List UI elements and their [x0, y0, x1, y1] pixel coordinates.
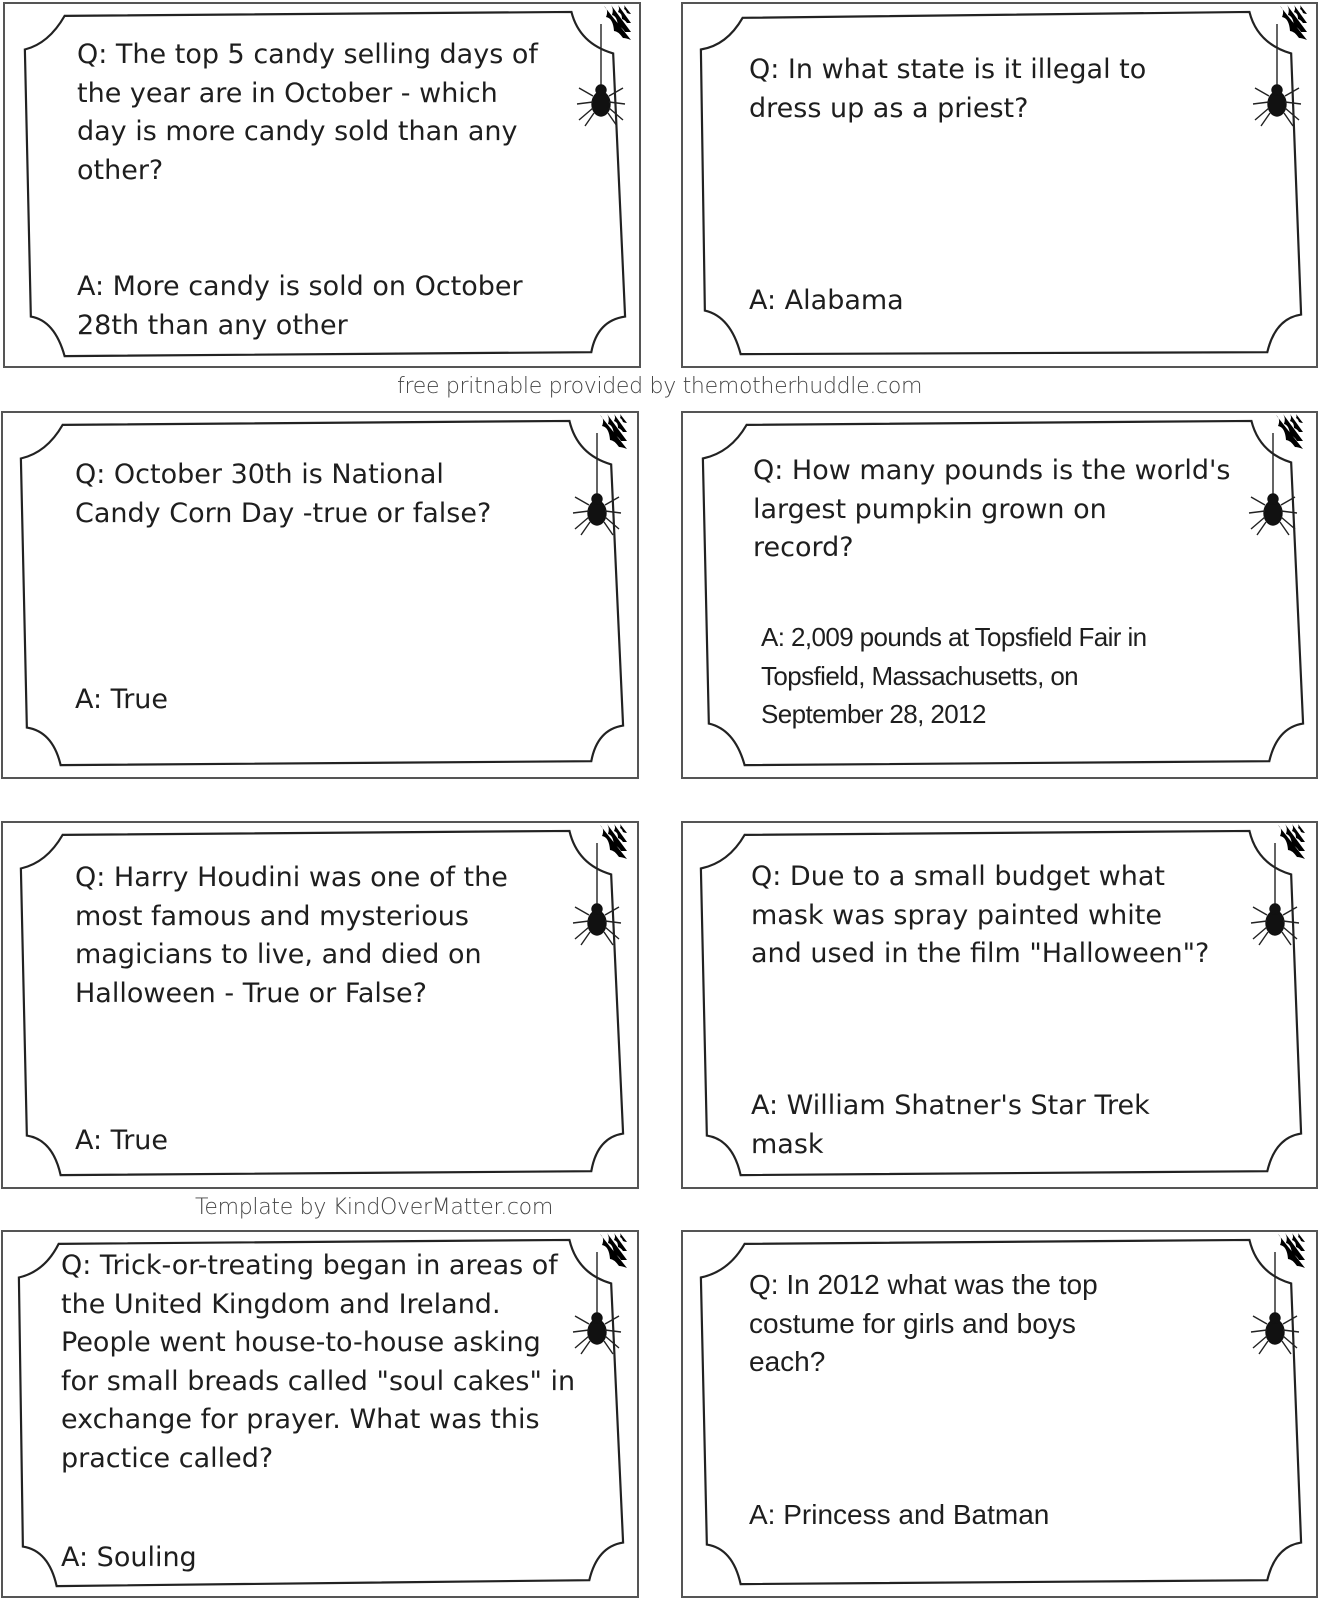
trivia-card-8 — [681, 1230, 1318, 1598]
card-answer: A: More candy is sold on October 28th than any other — [77, 271, 523, 341]
trivia-card-3 — [1, 411, 639, 779]
card-question: Q: Due to a small budget what mask was spray painted white and used in the film "Halloween"? — [751, 861, 1210, 969]
spider-web-icon — [557, 413, 627, 538]
spider-web-icon — [1235, 1232, 1305, 1357]
card-question: Q: How many pounds is the world's largest pumpkin grown on record? — [753, 455, 1231, 563]
spider-web-icon — [1237, 4, 1307, 129]
trivia-card-6 — [681, 821, 1318, 1189]
trivia-card-2 — [681, 2, 1318, 368]
card-question: Q: October 30th is National Candy Corn Day -true or false? — [75, 459, 492, 529]
spider-web-icon — [1233, 413, 1303, 538]
credit-line-top: free pritnable provided by themotherhuddle.com — [397, 374, 923, 399]
card-answer: A: William Shatner's Star Trek mask — [751, 1090, 1150, 1160]
card-answer: A: True — [75, 684, 169, 715]
card-question: Q: In what state is it illegal to dress up as a priest? — [749, 54, 1147, 124]
trivia-card-7 — [1, 1230, 639, 1598]
card-answer: A: 2,009 pounds at Topsfield Fair in Topsfield, Massachusetts, on September 28, 2012 — [761, 622, 1147, 729]
card-question: Q: In 2012 what was the top costume for girls and boys each? — [749, 1269, 1098, 1377]
card-answer: A: Princess and Batman — [749, 1499, 1050, 1530]
trivia-card-5 — [1, 821, 639, 1189]
spider-web-icon — [1235, 823, 1305, 948]
card-answer: A: Souling — [61, 1542, 197, 1573]
card-question: Q: Harry Houdini was one of the most famous and mysterious magicians to live, and died on Halloween - True or False? — [75, 862, 508, 1009]
card-question: Q: The top 5 candy selling days of the year are in October - which day is more candy sold than any other? — [77, 39, 538, 186]
card-question: Q: Trick-or-treating began in areas of the United Kingdom and Ireland. People went house-to-house asking for small breads called "soul cakes" in exchange for prayer. What was this practice called? — [61, 1250, 576, 1474]
trivia-card-1 — [3, 2, 641, 368]
card-answer: A: True — [75, 1125, 169, 1156]
card-answer: A: Alabama — [749, 285, 904, 316]
credit-line-middle: Template by KindOverMatter.com — [195, 1195, 553, 1220]
spider-web-icon — [557, 823, 627, 948]
spider-web-icon — [561, 4, 631, 129]
trivia-card-4 — [681, 411, 1318, 779]
